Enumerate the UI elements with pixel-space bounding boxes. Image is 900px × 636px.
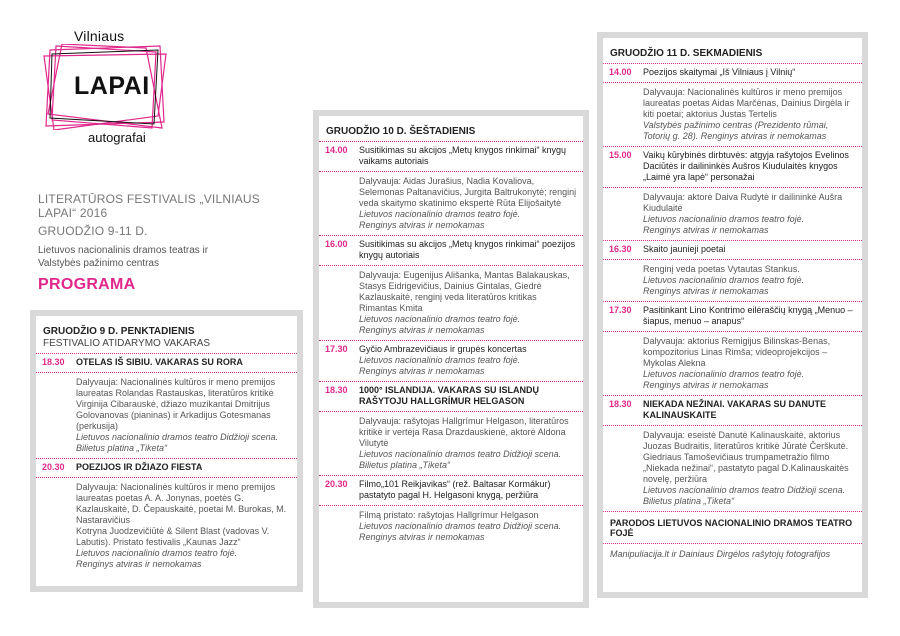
event-details: Dalyvauja: Eugenijus Ališanka, Mantas Balakauskas, Stasys Eidrigevičius, Dainius Gintalas, Giedrė Kazlauskaitė, renginį veda literatūros kritikas Rimantas Kmita Lietuvos nacionalinio dramos teatro fojė. Renginys atviras ir nemokamas (319, 266, 583, 341)
event-title: 1000° ISLANDIJA. VAKARAS SU ISLANDŲ RAŠYTOJU HALLGRÍMUR HELGASON (359, 385, 539, 406)
event-title: Skaito jaunieji poetai (643, 244, 726, 254)
event-details: Dalyvauja: Nacionalinės kultūros ir meno premijos laureatas poetas Aidas Marčėnas, Dainius Dirgėla ir kiti poetai; aktorius Justas Tertelis Valstybės pažinimo centras (Prezidento rūmai, Totorių g. 28). Renginys atviras ir nemokamas (603, 83, 862, 147)
event-title: OTELAS IŠ SIBIU. VAKARAS SU RORA (76, 357, 243, 367)
event-title: Susitikimas su akcijos „Metų knygos rinkimai“ knygų vaikams autoriais (359, 145, 567, 166)
event-title: Filmo„101 Reikjavikas“ (rež. Baltasar Kormákur) pastatyto pagal H. Helgasoni knygą, peržiūra (359, 479, 551, 500)
event-details: Filmą pristato: rašytojas Hallgrímur Helgason Lietuvos nacionalinio dramos teatro Didžioji scena. Renginys atviras ir nemokamas (359, 510, 562, 542)
logo-bottom-text: autografai (88, 130, 146, 145)
festival-logo (36, 28, 176, 148)
event-title: Gyčio Ambrazevičiaus ir grupės koncertas Lietuvos nacionalinio dramos teatro fojė. Renginys atviras ir nemokamas (359, 344, 527, 376)
event-details: Dalyvauja: rašytojas Hallgrímur Helgason, literatūros kritikė ir vertėja Rasa Drazdauskienė, aktorė Aldona Vilutytė Lietuvos nacionalinio dramos teatro Didžioji scena. Bilietus platina „Tiketa“ (319, 412, 583, 476)
event-details: Dalyvauja: eseistė Danutė Kalinauskaitė, aktorius Juozas Budraitis, literatūros kritikė Jūratė Čerškutė. Giedriaus Tamoševičiaus trumpametražio filmo „Niekada nežinai“, pastatyto pagal D.Kalinauskaitės novelę, peržiūra Lietuvos nacionalinio dramos teatro Didžioji scena. Bilietus platina „Tiketa“ (603, 426, 862, 512)
event-details: Dalyvauja: Nacionalinės kultūros ir meno premijos laureatas Rolandas Rastauskas, literatūros kritikė Virginija Cibarauskė, džiazo muzikantai Dmitrijus Golovanovas (pianinas) ir Arkadijus Gotesmanas (perkusija) Lietuvos nacionalinio dramos teatro Didžioji scena. Bilietus platina „Tiketa“ (36, 373, 297, 459)
event-details: Dalyvauja: aktorius Remigijus Bilinskas-Benas, kompozitorius Linas Rimša; videoprojekcijos – Mykolas Alekna Lietuvos nacionalinio dramos teatro fojė. Renginys atviras ir nemokamas (603, 332, 862, 396)
day1-heading: GRUODŽIO 9 D. PENKTADIENIS FESTIVALIO ATIDARYMO VAKARAS (36, 316, 297, 354)
festival-intro (38, 192, 298, 270)
event-time: 17.30 (609, 305, 632, 315)
exhibit-text: Manipuliacija.lt ir Dainiaus Dirgėlos rašytojų fotografijos (610, 549, 831, 559)
event-time: 16.00 (325, 239, 348, 249)
event-row (603, 147, 862, 188)
event-time: 14.00 (325, 145, 348, 155)
event-time: 20.30 (325, 479, 348, 489)
festival-dates: GRUODŽIO 9-11 D. (38, 224, 148, 238)
logo-word: LAPAI (74, 72, 150, 100)
event-row (319, 236, 583, 266)
event-title: POEZIJOS IR DŽIAZO FIESTA (76, 462, 203, 472)
event-time: 14.00 (609, 67, 632, 77)
program-heading: PROGRAMA (38, 276, 136, 293)
event-details: Dalyvauja: Nacionalinės kultūros ir meno premijos laureatas poetas A. A. Jonynas, poetės G. Kazlauskaitė, D. Čepauskaitė, poetai M. Burokas, M. Nastaravičius Kotryna Juodzevičiūtė & Silent Blast (vadovas V. Labutis). Pristato festivalis „Kaunas Jazz“ Lietuvos nacionalinio dramos teatro fojė. Renginys atviras ir nemokamas (76, 482, 287, 569)
event-details: Renginį veda poetas Vytautas Stankus. Lietuvos nacionalinio dramos teatro fojė. Renginys atviras ir nemokamas (603, 260, 862, 302)
event-details: Dalyvauja: Aidas Jurašius, Nadia Kovaliova, Selemonas Paltanavičius, Jurgita Baltrukonytė; renginį veda skaitymo skatinimo ekspertė Rūta Elijošaitytė Lietuvos nacionalinio dramos teatro fojė. Renginys atviras ir nemokamas (319, 172, 583, 236)
day1-panel (30, 310, 303, 592)
event-title: NIEKADA NEŽINAI. VAKARAS SU DANUTE KALINAUSKAITE (643, 399, 827, 420)
event-row (603, 396, 862, 426)
event-time: 17.30 (325, 344, 348, 354)
event-details: Dalyvauja: aktorė Daiva Rudytė ir dailininkė Aušra Kiudulaitė Lietuvos nacionalinio dramos teatro fojė. Renginys atviras ir nemokamas (603, 188, 862, 241)
event-title: Poezijos skaitymai „Iš Vilniaus į Vilnių“ (643, 67, 796, 77)
day2-heading: GRUODŽIO 10 D. ŠEŠTADIENIS (319, 116, 583, 142)
event-row (319, 341, 583, 382)
event-row (36, 354, 297, 373)
logo-top-text: Vilniaus (74, 28, 125, 44)
event-time: 18.30 (42, 357, 65, 367)
event-time: 16.30 (609, 244, 632, 254)
festival-venue: Lietuvos nacionalinis dramos teatras ir Valstybės pažinimo centras (38, 245, 209, 269)
festival-title: LITERATŪROS FESTIVALIS „VILNIAUS LAPAI“ 2016 (38, 192, 261, 220)
day3-heading: GRUODŽIO 11 D. SEKMADIENIS (603, 38, 862, 64)
event-title: Vaikų kūrybinės dirbtuvės: atgyja rašytojos Evelinos Daciūtės ir dailininkės Aušros Kiudulaitės knygos „Laimė yra lapė“ personažai (643, 150, 849, 182)
event-row (319, 142, 583, 172)
event-row (603, 241, 862, 260)
event-row (603, 64, 862, 83)
event-row (603, 302, 862, 332)
day2-panel (313, 110, 589, 608)
event-time: 15.00 (609, 150, 632, 160)
event-title: Susitikimas su akcijos „Metų knygos rinkimai“ poezijos knygų autoriais (359, 239, 576, 260)
event-time: 20.30 (42, 462, 65, 472)
exhibit-heading: PARODOS LIETUVOS NACIONALINIO DRAMOS TEATRO FOJĖ (603, 512, 862, 544)
event-title: Pasitinkant Lino Kontrimo eilėraščių knygą „Menuo – šiapus, menuo – anapus“ (643, 305, 853, 326)
event-row (36, 459, 297, 478)
event-row (319, 382, 583, 412)
event-row (319, 476, 583, 506)
event-time: 18.30 (325, 385, 348, 395)
event-time: 18.30 (609, 399, 632, 409)
day3-panel (597, 32, 868, 598)
day1-subheading: FESTIVALIO ATIDARYMO VAKARAS (43, 338, 211, 349)
